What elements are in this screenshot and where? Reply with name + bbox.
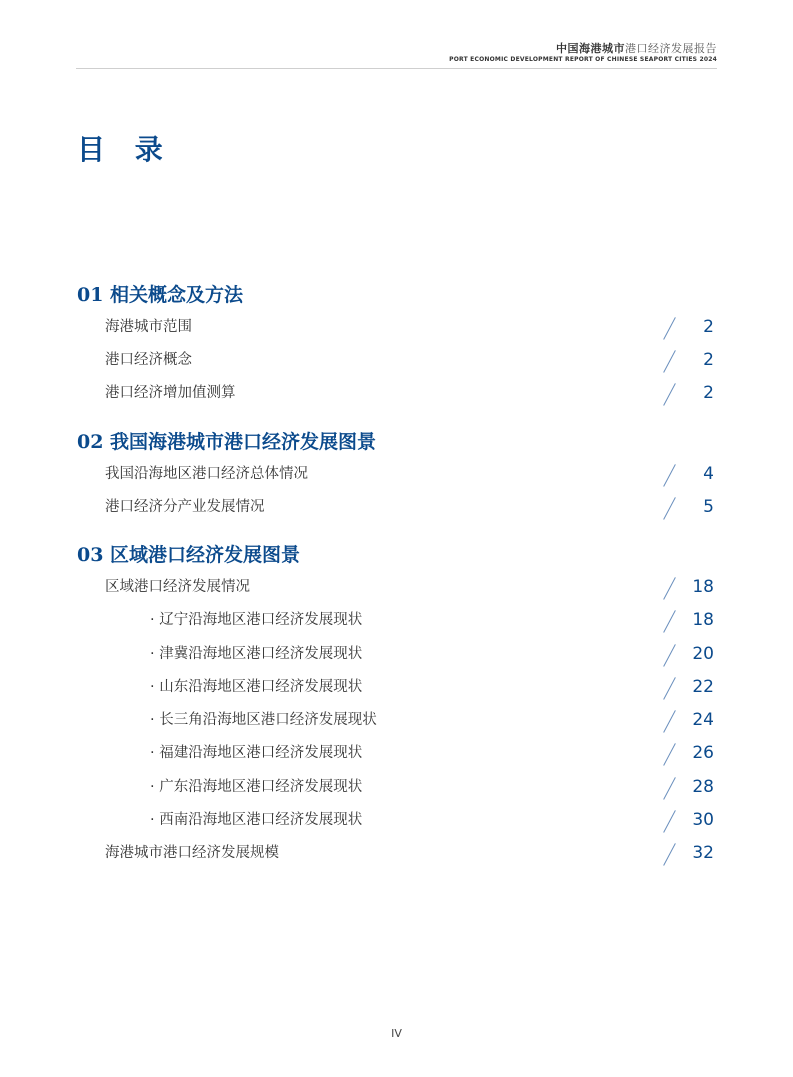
toc-entry-page: 5 <box>703 497 714 517</box>
toc-section-02[interactable]: 02 我国海港城市港口经济发展图景 <box>77 431 377 453</box>
slash-divider <box>662 497 676 519</box>
slash-divider <box>662 843 676 865</box>
toc-entry-page: 26 <box>692 743 714 763</box>
toc-entry[interactable] <box>0 496 793 518</box>
toc-entry-page: 32 <box>692 843 714 863</box>
report-subtitle: PORT ECONOMIC DEVELOPMENT REPORT OF CHINESE SEAPORT CITIES 2024 <box>449 56 717 63</box>
toc-subentry[interactable] <box>0 742 793 764</box>
slash-divider <box>662 350 676 372</box>
report-title-bold: 中国海港城市 <box>556 42 625 55</box>
slash-divider <box>662 810 676 832</box>
page-number: IV <box>391 1027 402 1040</box>
slash-divider <box>662 383 676 405</box>
toc-entry[interactable] <box>0 576 793 598</box>
toc-entry-label: 港口经济分产业发展情况 <box>105 499 265 515</box>
toc-entry-label: · 辽宁沿海地区港口经济发展现状 <box>150 612 363 628</box>
toc-entry-label: · 山东沿海地区港口经济发展现状 <box>150 679 363 695</box>
toc-entry-page: 18 <box>692 577 714 597</box>
toc-entry[interactable] <box>0 842 793 864</box>
toc-section-01[interactable]: 01 相关概念及方法 <box>77 284 244 306</box>
toc-section-03[interactable]: 03 区域港口经济发展图景 <box>77 544 301 566</box>
toc-subentry[interactable] <box>0 776 793 798</box>
header-divider <box>76 68 717 69</box>
toc-entry-page: 20 <box>692 644 714 664</box>
toc-entry-page: 2 <box>703 350 714 370</box>
toc-entry-label: 港口经济增加值测算 <box>105 385 236 401</box>
report-title-rest: 港口经济发展报告 <box>625 42 717 55</box>
report-title <box>449 42 717 55</box>
slash-divider <box>662 610 676 632</box>
toc-entry-page: 2 <box>703 383 714 403</box>
slash-divider <box>662 317 676 339</box>
toc-subentry[interactable] <box>0 809 793 831</box>
toc-subentry[interactable] <box>0 643 793 665</box>
slash-divider <box>662 710 676 732</box>
slash-divider <box>662 777 676 799</box>
slash-divider <box>662 743 676 765</box>
toc-subentry[interactable] <box>0 609 793 631</box>
toc-entry-page: 30 <box>692 810 714 830</box>
toc-entry-label: 港口经济概念 <box>105 352 192 368</box>
toc-entry-label: · 广东沿海地区港口经济发展现状 <box>150 779 363 795</box>
toc-entry-label: · 福建沿海地区港口经济发展现状 <box>150 745 363 761</box>
slash-divider <box>662 644 676 666</box>
toc-entry[interactable] <box>0 463 793 485</box>
toc-subentry[interactable] <box>0 709 793 731</box>
toc-entry-label: · 西南沿海地区港口经济发展现状 <box>150 812 363 828</box>
slash-divider <box>662 677 676 699</box>
toc-entry[interactable] <box>0 316 793 338</box>
slash-divider <box>662 464 676 486</box>
running-header <box>449 42 717 65</box>
toc-entry[interactable] <box>0 349 793 371</box>
toc-entry-label: 海港城市港口经济发展规模 <box>105 845 279 861</box>
toc-entry-label: 我国沿海地区港口经济总体情况 <box>105 466 308 482</box>
toc-entry-label: 海港城市范围 <box>105 319 192 335</box>
toc-entry-label: 区域港口经济发展情况 <box>105 579 250 595</box>
toc-heading: 目 录 <box>77 133 173 166</box>
toc-entry-page: 24 <box>692 710 714 730</box>
toc-entry-label: · 长三角沿海地区港口经济发展现状 <box>150 712 377 728</box>
toc-entry-page: 22 <box>692 677 714 697</box>
toc-subentry[interactable] <box>0 676 793 698</box>
toc-entry[interactable] <box>0 382 793 404</box>
toc-entry-page: 4 <box>703 464 714 484</box>
toc-entry-page: 18 <box>692 610 714 630</box>
toc-entry-label: · 津冀沿海地区港口经济发展现状 <box>150 646 363 662</box>
toc-entry-page: 28 <box>692 777 714 797</box>
slash-divider <box>662 577 676 599</box>
toc-entry-page: 2 <box>703 317 714 337</box>
